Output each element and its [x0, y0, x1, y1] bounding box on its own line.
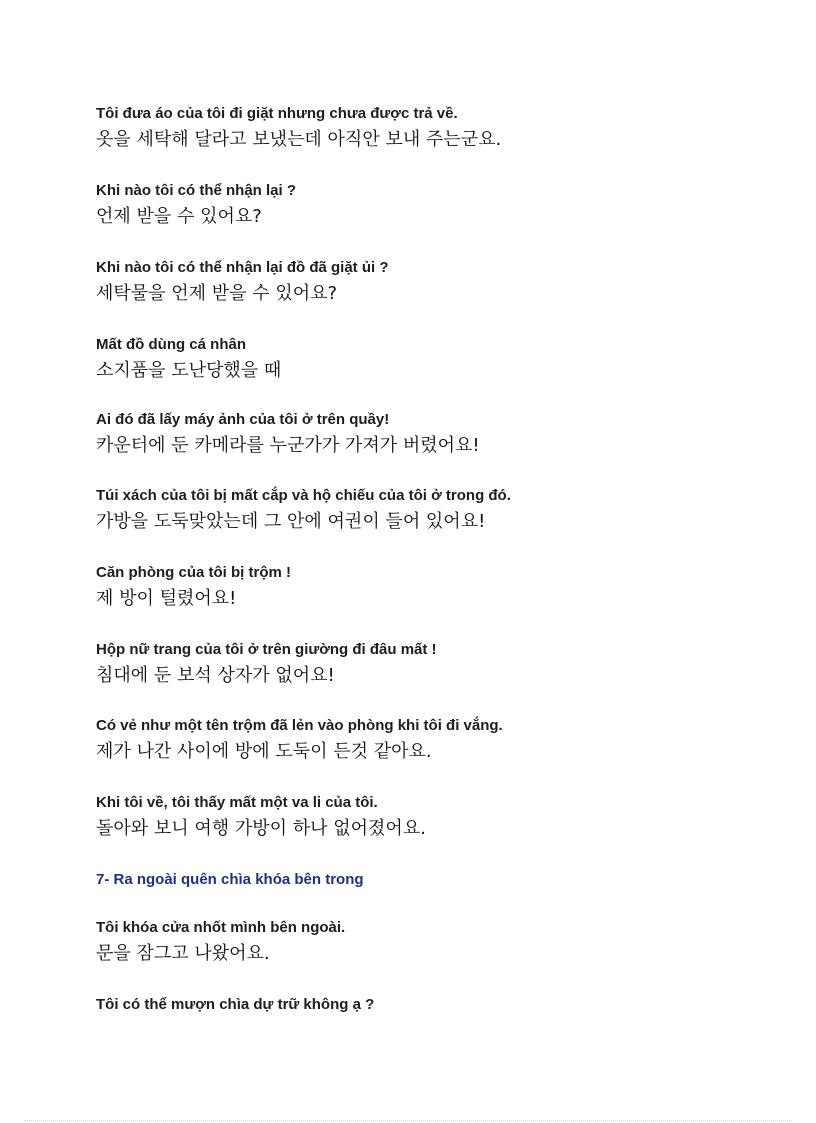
phrase-item: [96, 918, 786, 967]
vietnamese-sentence: Khi nào tôi có thể nhận lại ?: [96, 182, 297, 199]
phrase-item: [96, 104, 786, 153]
korean-sentence: 문을 잠그고 나왔어요.: [96, 943, 270, 964]
phrase-item: [96, 410, 786, 459]
phrase-item: [96, 793, 786, 842]
phrase-item: [96, 486, 786, 535]
korean-sentence: 카운터에 둔 카메라를 누군가가 가져가 버렸어요!: [96, 435, 480, 456]
korean-sentence: 세탁물을 언제 받을 수 있어요?: [96, 283, 338, 304]
korean-sentence: 가방을 도둑맞았는데 그 안에 여권이 들어 있어요!: [96, 511, 486, 532]
phrase-item: [96, 181, 786, 230]
vietnamese-sentence: Khi nào tôi có thể nhận lại đồ đã giặt ủi ?: [96, 259, 389, 276]
page-bottom-divider: [24, 1120, 792, 1121]
korean-sentence: 제 방이 털렸어요!: [96, 588, 237, 609]
vietnamese-sentence: Hộp nữ trang của tôi ở trên giường đi đâu mất !: [96, 641, 437, 658]
korean-sentence: 소지품을 도난당했을 때: [96, 360, 282, 381]
vietnamese-sentence: Khi tôi về, tôi thấy mất một va li của tôi.: [96, 794, 378, 811]
vietnamese-sentence: Tôi đưa áo của tôi đi giặt nhưng chưa được trả về.: [96, 105, 458, 122]
vietnamese-sentence: Túi xách của tôi bị mất cắp và hộ chiếu của tôi ở trong đó.: [96, 487, 511, 504]
vietnamese-sentence: Tôi khóa cửa nhốt mình bên ngoài.: [96, 919, 346, 936]
vietnamese-sentence: Căn phòng của tôi bị trộm !: [96, 564, 291, 581]
korean-sentence: 돌아와 보니 여행 가방이 하나 없어졌어요.: [96, 818, 426, 839]
phrase-item: [96, 716, 786, 765]
vietnamese-sentence: Mất đồ dùng cá nhân: [96, 336, 246, 353]
phrase-item: [96, 258, 786, 307]
section-heading: 7- Ra ngoài quên chìa khóa bên trong: [96, 871, 364, 888]
korean-sentence: 언제 받을 수 있어요?: [96, 206, 262, 227]
phrase-item: [96, 995, 786, 1015]
vietnamese-sentence: Có vẻ như một tên trộm đã lẻn vào phòng khi tôi đi vắng.: [96, 717, 503, 734]
phrase-item: [96, 640, 786, 689]
korean-sentence: 옷을 세탁해 달라고 보냈는데 아직안 보내 주는군요.: [96, 129, 502, 150]
phrase-item: [96, 335, 786, 384]
korean-sentence: 제가 나간 사이에 방에 도둑이 든것 같아요.: [96, 741, 432, 762]
vietnamese-sentence: Ai đó đã lấy máy ảnh của tôi ở trên quầy!: [96, 411, 390, 428]
vietnamese-sentence: Tôi có thể mượn chìa dự trữ không ạ ?: [96, 996, 375, 1013]
korean-sentence: 침대에 둔 보석 상자가 없어요!: [96, 665, 335, 686]
phrase-item: [96, 563, 786, 612]
